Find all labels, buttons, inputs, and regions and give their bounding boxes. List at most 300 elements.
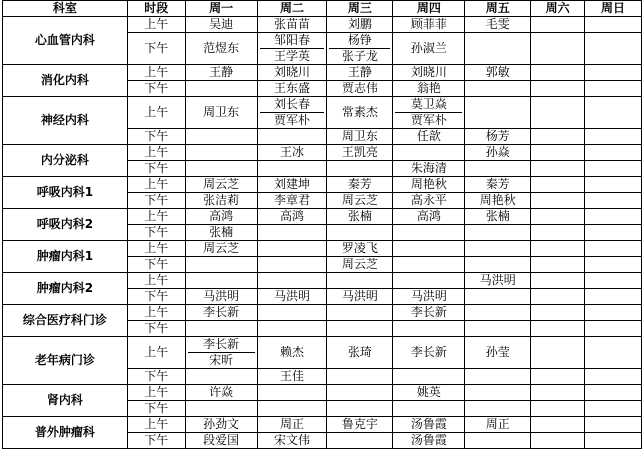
schedule-cell bbox=[585, 193, 642, 209]
header-cell: 时段 bbox=[127, 1, 185, 17]
schedule-cell bbox=[257, 17, 327, 33]
doctor-name: 刘晓川 bbox=[274, 65, 311, 79]
time-slot: 上午 bbox=[127, 273, 185, 289]
doctor-name: 王东盛 bbox=[274, 81, 311, 95]
table-row bbox=[3, 305, 642, 321]
schedule-cell bbox=[257, 401, 327, 417]
schedule-cell bbox=[465, 145, 531, 161]
department-name: 综合医疗科门诊 bbox=[3, 305, 128, 337]
doctor-name: 张苗苗 bbox=[274, 17, 311, 31]
time-slot: 上午 bbox=[127, 417, 185, 433]
doctor-name: 秦芳 bbox=[347, 177, 372, 191]
doctor-name: 郭敏 bbox=[485, 65, 510, 79]
doctor-name: 王佳 bbox=[280, 369, 305, 383]
schedule-cell bbox=[531, 129, 585, 145]
schedule-cell bbox=[465, 433, 531, 449]
department-name: 内分泌科 bbox=[3, 145, 128, 177]
schedule-cell bbox=[327, 225, 393, 241]
schedule-cell bbox=[185, 273, 257, 289]
schedule-cell bbox=[257, 65, 327, 81]
doctor-name: 翁艳 bbox=[416, 81, 441, 95]
schedule-cell bbox=[257, 161, 327, 177]
schedule-cell bbox=[393, 145, 465, 161]
schedule-cell bbox=[531, 241, 585, 257]
schedule-cell bbox=[327, 273, 393, 289]
time-slot: 下午 bbox=[127, 369, 185, 385]
doctor-name: 张琦 bbox=[347, 345, 372, 359]
time-slot: 上午 bbox=[127, 97, 185, 129]
schedule-cell bbox=[585, 225, 642, 241]
schedule-cell bbox=[257, 273, 327, 289]
schedule-cell bbox=[531, 81, 585, 97]
doctor-name: 秦芳 bbox=[485, 177, 510, 191]
time-slot: 下午 bbox=[127, 321, 185, 337]
schedule-cell bbox=[465, 129, 531, 145]
schedule-cell bbox=[393, 337, 465, 369]
doctor-name: 赖杰 bbox=[280, 345, 305, 359]
doctor-name: 周正 bbox=[280, 417, 305, 431]
schedule-cell bbox=[531, 65, 585, 81]
schedule-cell bbox=[465, 177, 531, 193]
schedule-cell bbox=[393, 97, 465, 129]
doctor-name: 李长新 bbox=[410, 305, 447, 319]
doctor-name: 宋昕 bbox=[188, 352, 255, 368]
doctor-name: 王凯亮 bbox=[341, 145, 378, 159]
schedule-cell bbox=[531, 337, 585, 369]
doctor-name: 顾菲菲 bbox=[410, 17, 447, 31]
department-name: 肾内科 bbox=[3, 385, 128, 417]
doctor-name: 李长新 bbox=[203, 337, 240, 351]
doctor-name: 周云芝 bbox=[203, 241, 240, 255]
schedule-cell bbox=[327, 385, 393, 401]
table-row bbox=[3, 209, 642, 225]
schedule-cell bbox=[327, 289, 393, 305]
schedule-cell bbox=[327, 305, 393, 321]
doctor-name: 张楠 bbox=[347, 209, 372, 223]
schedule-cell bbox=[465, 65, 531, 81]
doctor-name: 莫卫焱 bbox=[410, 97, 447, 111]
doctor-name: 孙淑兰 bbox=[410, 41, 447, 55]
table-row bbox=[3, 337, 642, 369]
schedule-cell bbox=[465, 81, 531, 97]
doctor-name: 马洪明 bbox=[410, 289, 447, 303]
time-slot: 上午 bbox=[127, 241, 185, 257]
schedule-cell bbox=[393, 129, 465, 145]
doctor-name: 王冰 bbox=[280, 145, 305, 159]
doctor-name: 范煜东 bbox=[203, 41, 240, 55]
schedule-cell bbox=[585, 97, 642, 129]
schedule-cell bbox=[185, 81, 257, 97]
schedule-cell bbox=[185, 241, 257, 257]
schedule-cell bbox=[585, 433, 642, 449]
schedule-cell bbox=[531, 369, 585, 385]
schedule-cell bbox=[585, 305, 642, 321]
doctor-name: 刘鹏 bbox=[347, 17, 372, 31]
doctor-name: 毛雯 bbox=[485, 17, 510, 31]
schedule-cell bbox=[327, 161, 393, 177]
schedule-cell bbox=[257, 257, 327, 273]
header-cell: 周六 bbox=[531, 1, 585, 17]
department-name: 肿瘤内科1 bbox=[3, 241, 128, 273]
schedule-cell bbox=[185, 433, 257, 449]
schedule-cell bbox=[393, 369, 465, 385]
header-cell: 周五 bbox=[465, 1, 531, 17]
schedule-cell bbox=[585, 129, 642, 145]
schedule-cell bbox=[257, 305, 327, 321]
doctor-name: 高永平 bbox=[410, 193, 447, 207]
schedule-cell bbox=[185, 161, 257, 177]
schedule-cell bbox=[585, 289, 642, 305]
schedule-cell bbox=[393, 193, 465, 209]
header-cell: 周日 bbox=[585, 1, 642, 17]
doctor-name: 段爱国 bbox=[203, 433, 240, 447]
doctor-name: 贾志伟 bbox=[341, 81, 378, 95]
table-row bbox=[3, 177, 642, 193]
schedule-cell bbox=[185, 17, 257, 33]
schedule-cell bbox=[585, 241, 642, 257]
doctor-name: 高鸿 bbox=[280, 209, 305, 223]
schedule-cell bbox=[393, 225, 465, 241]
schedule-cell bbox=[531, 33, 585, 65]
doctor-name: 常素杰 bbox=[341, 105, 378, 119]
schedule-cell bbox=[465, 97, 531, 129]
schedule-cell bbox=[327, 33, 393, 65]
time-slot: 下午 bbox=[127, 257, 185, 273]
schedule-cell bbox=[531, 225, 585, 241]
header-cell: 科室 bbox=[3, 1, 128, 17]
schedule-cell bbox=[185, 129, 257, 145]
doctor-name: 刘建坤 bbox=[274, 177, 311, 191]
time-slot: 下午 bbox=[127, 193, 185, 209]
schedule-cell bbox=[531, 385, 585, 401]
department-name: 呼吸内科1 bbox=[3, 177, 128, 209]
schedule-cell bbox=[465, 225, 531, 241]
doctor-name: 张楠 bbox=[209, 225, 234, 239]
schedule-cell bbox=[531, 321, 585, 337]
schedule-cell bbox=[257, 81, 327, 97]
schedule-cell bbox=[393, 433, 465, 449]
schedule-cell bbox=[185, 257, 257, 273]
schedule-cell bbox=[185, 97, 257, 129]
doctor-name: 许焱 bbox=[209, 385, 234, 399]
schedule-cell bbox=[185, 289, 257, 305]
schedule-cell bbox=[465, 337, 531, 369]
header-cell: 周二 bbox=[257, 1, 327, 17]
doctor-name: 邹阳春 bbox=[274, 33, 311, 47]
schedule-cell bbox=[185, 337, 257, 369]
schedule-cell bbox=[257, 417, 327, 433]
schedule-cell bbox=[327, 369, 393, 385]
time-slot: 上午 bbox=[127, 337, 185, 369]
schedule-cell bbox=[465, 209, 531, 225]
doctor-name: 杨芳 bbox=[485, 129, 510, 143]
doctor-name: 王学英 bbox=[260, 48, 325, 64]
schedule-cell bbox=[585, 257, 642, 273]
doctor-name: 汤鲁霞 bbox=[410, 433, 447, 447]
time-slot: 上午 bbox=[127, 65, 185, 81]
doctor-name: 李章君 bbox=[274, 193, 311, 207]
schedule-cell bbox=[257, 193, 327, 209]
header-cell: 周三 bbox=[327, 1, 393, 17]
department-name: 肿瘤内科2 bbox=[3, 273, 128, 305]
doctor-name: 张洁莉 bbox=[203, 193, 240, 207]
schedule-cell bbox=[327, 129, 393, 145]
schedule-cell bbox=[465, 193, 531, 209]
time-slot: 下午 bbox=[127, 129, 185, 145]
header-row bbox=[3, 1, 642, 17]
schedule-cell bbox=[257, 177, 327, 193]
schedule-cell bbox=[465, 289, 531, 305]
doctor-name: 宋文伟 bbox=[274, 433, 311, 447]
schedule-cell bbox=[257, 97, 327, 129]
schedule-cell bbox=[531, 17, 585, 33]
schedule-cell bbox=[585, 81, 642, 97]
schedule-cell bbox=[465, 257, 531, 273]
schedule-cell bbox=[257, 289, 327, 305]
table-row bbox=[3, 17, 642, 33]
schedule-cell bbox=[257, 209, 327, 225]
doctor-name: 罗凌飞 bbox=[341, 241, 378, 255]
doctor-name: 孙莹 bbox=[485, 345, 510, 359]
doctor-name: 周卫东 bbox=[341, 129, 378, 143]
table-row bbox=[3, 385, 642, 401]
schedule-cell bbox=[465, 273, 531, 289]
schedule-cell bbox=[327, 177, 393, 193]
department-name: 老年病门诊 bbox=[3, 337, 128, 385]
schedule-cell bbox=[393, 81, 465, 97]
schedule-cell bbox=[393, 321, 465, 337]
schedule-cell bbox=[465, 241, 531, 257]
time-slot: 下午 bbox=[127, 401, 185, 417]
department-name: 普外肿瘤科 bbox=[3, 417, 128, 449]
schedule-cell bbox=[185, 225, 257, 241]
schedule-cell bbox=[393, 305, 465, 321]
schedule-cell bbox=[257, 129, 327, 145]
time-slot: 上午 bbox=[127, 17, 185, 33]
department-name: 神经内科 bbox=[3, 97, 128, 145]
schedule-cell bbox=[257, 433, 327, 449]
table-row bbox=[3, 97, 642, 129]
department-name: 消化内科 bbox=[3, 65, 128, 97]
schedule-cell bbox=[327, 65, 393, 81]
schedule-cell bbox=[531, 401, 585, 417]
doctor-name: 马洪明 bbox=[274, 289, 311, 303]
schedule-cell bbox=[585, 417, 642, 433]
schedule-cell bbox=[327, 241, 393, 257]
schedule-cell bbox=[185, 401, 257, 417]
schedule-cell bbox=[465, 17, 531, 33]
header-cell: 周四 bbox=[393, 1, 465, 17]
schedule-cell bbox=[531, 433, 585, 449]
schedule-cell bbox=[465, 321, 531, 337]
schedule-cell bbox=[185, 193, 257, 209]
doctor-name: 张楠 bbox=[485, 209, 510, 223]
department-name: 心血管内科 bbox=[3, 17, 128, 65]
schedule-cell bbox=[185, 177, 257, 193]
time-slot: 上午 bbox=[127, 177, 185, 193]
doctor-name: 周卫东 bbox=[203, 105, 240, 119]
schedule-cell bbox=[585, 161, 642, 177]
schedule-cell bbox=[185, 385, 257, 401]
doctor-name: 周云芝 bbox=[341, 257, 378, 271]
doctor-name: 任歆 bbox=[416, 129, 441, 143]
doctor-name: 张子龙 bbox=[329, 48, 390, 64]
doctor-name: 马洪明 bbox=[341, 289, 378, 303]
doctor-name: 吴迪 bbox=[209, 17, 234, 31]
schedule-cell bbox=[465, 33, 531, 65]
schedule-cell bbox=[257, 145, 327, 161]
time-slot: 下午 bbox=[127, 433, 185, 449]
schedule-cell bbox=[585, 273, 642, 289]
schedule-cell bbox=[531, 145, 585, 161]
schedule-cell bbox=[327, 337, 393, 369]
time-slot: 下午 bbox=[127, 33, 185, 65]
schedule-cell bbox=[327, 401, 393, 417]
schedule-cell bbox=[327, 81, 393, 97]
schedule-cell bbox=[327, 257, 393, 273]
header-cell: 周一 bbox=[185, 1, 257, 17]
schedule-cell bbox=[185, 65, 257, 81]
time-slot: 下午 bbox=[127, 289, 185, 305]
time-slot: 下午 bbox=[127, 225, 185, 241]
schedule-cell bbox=[531, 161, 585, 177]
schedule-cell bbox=[531, 193, 585, 209]
department-name: 呼吸内科2 bbox=[3, 209, 128, 241]
schedule-cell bbox=[465, 305, 531, 321]
time-slot: 上午 bbox=[127, 209, 185, 225]
doctor-name: 马洪明 bbox=[479, 273, 516, 287]
schedule-cell bbox=[393, 289, 465, 305]
doctor-name: 高鸿 bbox=[209, 209, 234, 223]
doctor-name: 王静 bbox=[347, 65, 372, 79]
doctor-name: 周云芝 bbox=[203, 177, 240, 191]
schedule-cell bbox=[327, 433, 393, 449]
schedule-cell bbox=[393, 33, 465, 65]
schedule-cell bbox=[393, 241, 465, 257]
schedule-cell bbox=[327, 193, 393, 209]
doctor-name: 鲁克宇 bbox=[341, 417, 378, 431]
schedule-cell bbox=[465, 385, 531, 401]
schedule-cell bbox=[465, 417, 531, 433]
schedule-cell bbox=[465, 369, 531, 385]
schedule-cell bbox=[257, 337, 327, 369]
schedule-cell bbox=[327, 209, 393, 225]
doctor-name: 周云芝 bbox=[341, 193, 378, 207]
schedule-cell bbox=[585, 209, 642, 225]
schedule-cell bbox=[585, 369, 642, 385]
doctor-name: 王静 bbox=[209, 65, 234, 79]
doctor-name: 朱海清 bbox=[410, 161, 447, 175]
schedule-cell bbox=[393, 401, 465, 417]
schedule-cell bbox=[393, 417, 465, 433]
schedule-cell bbox=[393, 65, 465, 81]
schedule-cell bbox=[185, 33, 257, 65]
doctor-name: 孙劲文 bbox=[203, 417, 240, 431]
schedule-cell bbox=[327, 417, 393, 433]
doctor-name: 周艳秋 bbox=[410, 177, 447, 191]
schedule-cell bbox=[257, 33, 327, 65]
schedule-cell bbox=[327, 17, 393, 33]
doctor-name: 贾军朴 bbox=[260, 112, 325, 128]
schedule-cell bbox=[531, 417, 585, 433]
doctor-name: 周正 bbox=[485, 417, 510, 431]
doctor-name: 孙焱 bbox=[485, 145, 510, 159]
schedule-cell bbox=[185, 145, 257, 161]
schedule-cell bbox=[185, 305, 257, 321]
table-row bbox=[3, 145, 642, 161]
schedule-cell bbox=[185, 209, 257, 225]
schedule-cell bbox=[327, 97, 393, 129]
time-slot: 下午 bbox=[127, 81, 185, 97]
schedule-cell bbox=[465, 401, 531, 417]
schedule-cell bbox=[327, 145, 393, 161]
schedule-cell bbox=[393, 209, 465, 225]
schedule-cell bbox=[393, 177, 465, 193]
doctor-name: 姚英 bbox=[416, 385, 441, 399]
schedule-cell bbox=[585, 385, 642, 401]
schedule-cell bbox=[585, 17, 642, 33]
doctor-name: 刘晓川 bbox=[410, 65, 447, 79]
schedule-cell bbox=[585, 321, 642, 337]
doctor-name: 马洪明 bbox=[203, 289, 240, 303]
table-row bbox=[3, 273, 642, 289]
schedule-cell bbox=[257, 321, 327, 337]
schedule-cell bbox=[531, 257, 585, 273]
schedule-cell bbox=[185, 417, 257, 433]
schedule-cell bbox=[257, 225, 327, 241]
doctor-name: 周艳秋 bbox=[479, 193, 516, 207]
schedule-cell bbox=[257, 369, 327, 385]
table-row bbox=[3, 65, 642, 81]
doctor-name: 高鸿 bbox=[416, 209, 441, 223]
schedule-cell bbox=[585, 177, 642, 193]
doctor-name: 杨铮 bbox=[347, 33, 372, 47]
schedule-cell bbox=[393, 385, 465, 401]
doctor-name: 李长新 bbox=[203, 305, 240, 319]
schedule-cell bbox=[585, 33, 642, 65]
schedule-cell bbox=[531, 209, 585, 225]
schedule-cell bbox=[257, 241, 327, 257]
doctor-name: 贾军朴 bbox=[395, 112, 462, 128]
doctor-name: 汤鲁霞 bbox=[410, 417, 447, 431]
schedule-cell bbox=[257, 385, 327, 401]
time-slot: 上午 bbox=[127, 305, 185, 321]
schedule-cell bbox=[393, 257, 465, 273]
time-slot: 下午 bbox=[127, 161, 185, 177]
doctor-name: 李长新 bbox=[410, 345, 447, 359]
time-slot: 上午 bbox=[127, 145, 185, 161]
schedule-cell bbox=[531, 289, 585, 305]
schedule-cell bbox=[393, 273, 465, 289]
time-slot: 上午 bbox=[127, 385, 185, 401]
table-row bbox=[3, 417, 642, 433]
table-row bbox=[3, 241, 642, 257]
schedule-cell bbox=[531, 273, 585, 289]
schedule-cell bbox=[585, 337, 642, 369]
schedule-cell bbox=[185, 369, 257, 385]
schedule-cell bbox=[531, 177, 585, 193]
schedule-cell bbox=[585, 65, 642, 81]
schedule-cell bbox=[531, 305, 585, 321]
schedule-cell bbox=[393, 17, 465, 33]
schedule-cell bbox=[585, 401, 642, 417]
schedule-cell bbox=[393, 161, 465, 177]
schedule-cell bbox=[185, 321, 257, 337]
doctor-name: 刘长春 bbox=[274, 97, 311, 111]
schedule-cell bbox=[585, 145, 642, 161]
schedule-cell bbox=[327, 321, 393, 337]
schedule-cell bbox=[531, 97, 585, 129]
